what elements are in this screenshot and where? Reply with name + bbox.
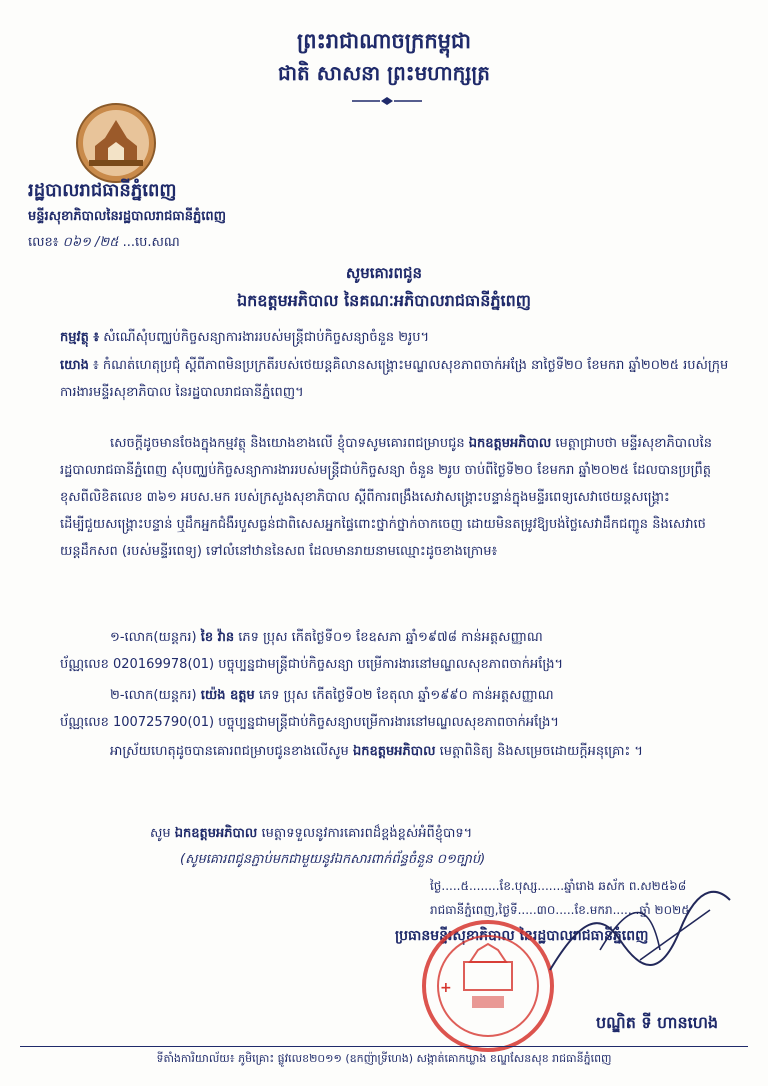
closing-line [60,820,736,847]
reference-code: ...បេ.សណ [122,235,180,250]
reference-label-yong: យោង [60,358,89,373]
enclosure-note [60,846,736,873]
list-item [60,624,736,678]
para2-part2: មេត្តាពិនិត្យ និងសម្រេចដោយក្តីអនុគ្រោះ ។ [439,744,643,759]
body-paragraph-1 [60,430,736,565]
closing-part1: សូម [150,826,171,841]
handwritten-signature-icon [540,880,740,1000]
item-prefix: ១-លោក(យន្តករ) [110,630,197,645]
para1-bold: ឯកឧត្តមអភិបាល [468,436,552,451]
para1-part2: មេត្តាជ្រាបថា មន្ទីរសុខាភិបាលនៃរដ្ឋបាលរាជធានីភ្នំពេញ សុំបញ្ឈប់កិច្ចសន្យាការងាររបស់មន្ត្រីជាប់កិច្ចសន្យា ចំនួន ២រូប ចាប់ពីថ្ងៃទី២០ ខែមករា ឆ្នាំ២០២៥ ដែលបានប្រព្រឹត្តខុសពីលិខិតលេខ ៣៦១ អបស.មក របស់ក្រសួងសុខាភិបាល ស្តីពីការពង្រឹងសេវាសង្គ្រោះបន្ទាន់ក្នុងមន្ទីរពេទ្យសេវាថេយន្តសង្គ្រោះ ដើម្បីជួយសង្គ្រោះបន្ទាន់ ឬដឹកអ្នកជំងឺរបួសធ្ងន់ជាពិសេសអ្នកផ្ទៃពោះថ្នាក់ថ្នាក់ចាកចេញ ដោយមិនតម្រូវឱ្យបង់ថ្លៃសេវាដឹកជញ្ជូន និងសេវាថេយន្តដឹកសព (របស់មន្ទីរពេទ្យ) ទៅលំនៅឋាននៃសព ដែលមានរាយនាមឈ្មោះដូចខាងក្រោម៖ [60,436,712,559]
signer-name: បណ្ឌិត ទី ហានហេង [596,1013,719,1032]
subject-text: សំណើសុំបញ្ឈប់កិច្ចសន្យាការងាររបស់មន្ត្រីជាប់កិច្ចសន្យាចំនួន ២រូប។ [103,330,430,345]
department-name: មន្ទីរសុខាភិបាលនៃរដ្ឋបាលរាជធានីភ្នំពេញ [28,209,227,224]
official-stamp-icon [420,918,556,1054]
item-prefix: ២-លោក(យន្តករ) [110,688,197,703]
reference-label: លេខ៖ [28,235,59,250]
reference-text: ៖ កំណត់ហេតុប្រជុំ ស្តីពីភាពមិនប្រក្រតីរបស់ថេយន្តគិលានសង្គ្រោះមណ្ឌលសុខភាពចាក់អង្រែ នាថ្ងៃទី២០ ខែមករា ឆ្នាំ២០២៥ របស់ក្រុមការងារមន្ទីរសុខាភិបាល នៃរដ្ឋបាលរាជធានីភ្នំពេញ។ [60,358,729,400]
closing-bold: ឯកឧត្តមអភិបាល [174,826,258,841]
reference-handwritten-number: ០៦១ [62,235,91,250]
para2-part1: អាស្រ័យហេតុដូចបានគោរពជម្រាបជូនខាងលើសូម [110,744,349,759]
para1-part1: សេចក្តីដូចមានចែងក្នុងកម្មវត្ថុ និងយោងខាងលើ ខ្ញុំបាទសូមគោរពជម្រាបជូន [110,436,465,451]
list-item [60,682,736,736]
enclosure-text: (សូមគោរពជូនភ្ជាប់មកជាមួយនូវឯកសារពាក់ព័ន្ធចំនួន ០១ច្បាប់) [180,852,486,867]
footer-address: ទីតាំងការិយាល័យ៖ ភូមិគ្រោះ ផ្លូវលេខ២០១១ (ឧកញ៉ាទ្រីហេង) សង្កាត់គោកឃ្លាង ខណ្ឌសែនសុខ រាជធានីភ្នំពេញ [156,1052,612,1065]
svg-text:+: + [440,980,452,996]
item-line2: ប័ណ្ណលេខ 100725790(01) បច្ចុប្បន្នជាមន្ត្រីជាប់កិច្ចសន្យាបម្រើការងារនៅមណ្ឌលសុខភាពចាក់អង្រែ។ [60,715,559,730]
para2-bold: ឯកឧត្តមអភិបាល [352,744,436,759]
subject-label: កម្មវត្ថុ ៖ [60,330,100,345]
lunar-date: ថ្ងៃ.....៥........ខែ.បុស្ស.......ឆ្នាំរោង ឆស័ក ព.ស២៥៦៨ [430,879,687,893]
reference-line [60,352,736,406]
closing-part2: មេត្តាទទួលនូវការគោរពដ៏ខ្ពង់ខ្ពស់អំពីខ្ញុំបាទ។ [261,826,473,841]
reference-suffix: /២៥ [95,235,119,250]
divider-ornament-icon [352,96,422,106]
item-name: យ៉េង ឧត្តម [200,688,255,703]
recipient: ឯកឧត្តមអភិបាល នៃគណៈអភិបាលរាជធានីភ្នំពេញ [236,291,532,310]
solar-date: រាជធានីភ្នំពេញ,ថ្ងៃទី.....៣០.....ខែ.មករា.......ឆ្នាំ ២០២៥ [430,903,690,917]
item-line1: ភេទ ប្រុស កើតថ្ងៃទី០១ ខែឧសភា ឆ្នាំ១៩៧៨ កាន់អត្តសញ្ញាណ [238,630,543,645]
national-motto: ជាតិ សាសនា ព្រះមហាក្សត្រ [278,61,490,85]
kingdom-heading: ព្រះរាជាណាចក្រកម្ពុជា [296,29,471,53]
organization-name: រដ្ឋបាលរាជធានីភ្នំពេញ [28,180,177,201]
footer-divider [20,1046,748,1047]
signer-title: ប្រធានមន្ទីរសុខាភិបាល នៃរដ្ឋបាលរាជធានីភ្នំពេញ [395,928,649,944]
salutation: សូមគោរពជូន [345,264,423,282]
subject-line [60,324,736,351]
item-name: ខៃ វ៉ាន [200,630,235,645]
reference-number [28,234,180,253]
item-line1: ភេទ ប្រុស កើតថ្ងៃទី០២ ខែតុលា ឆ្នាំ១៩៩០ កាន់អត្តសញ្ញាណ [258,688,554,703]
item-line2: ប័ណ្ណលេខ 020169978(01) បច្ចុប្បន្នជាមន្ត្រីជាប់កិច្ចសន្យា បម្រើការងារនៅមណ្ឌលសុខភាពចាក់អង្រែ។ [60,657,564,672]
municipality-logo-icon [75,102,157,184]
body-paragraph-2 [60,738,736,765]
